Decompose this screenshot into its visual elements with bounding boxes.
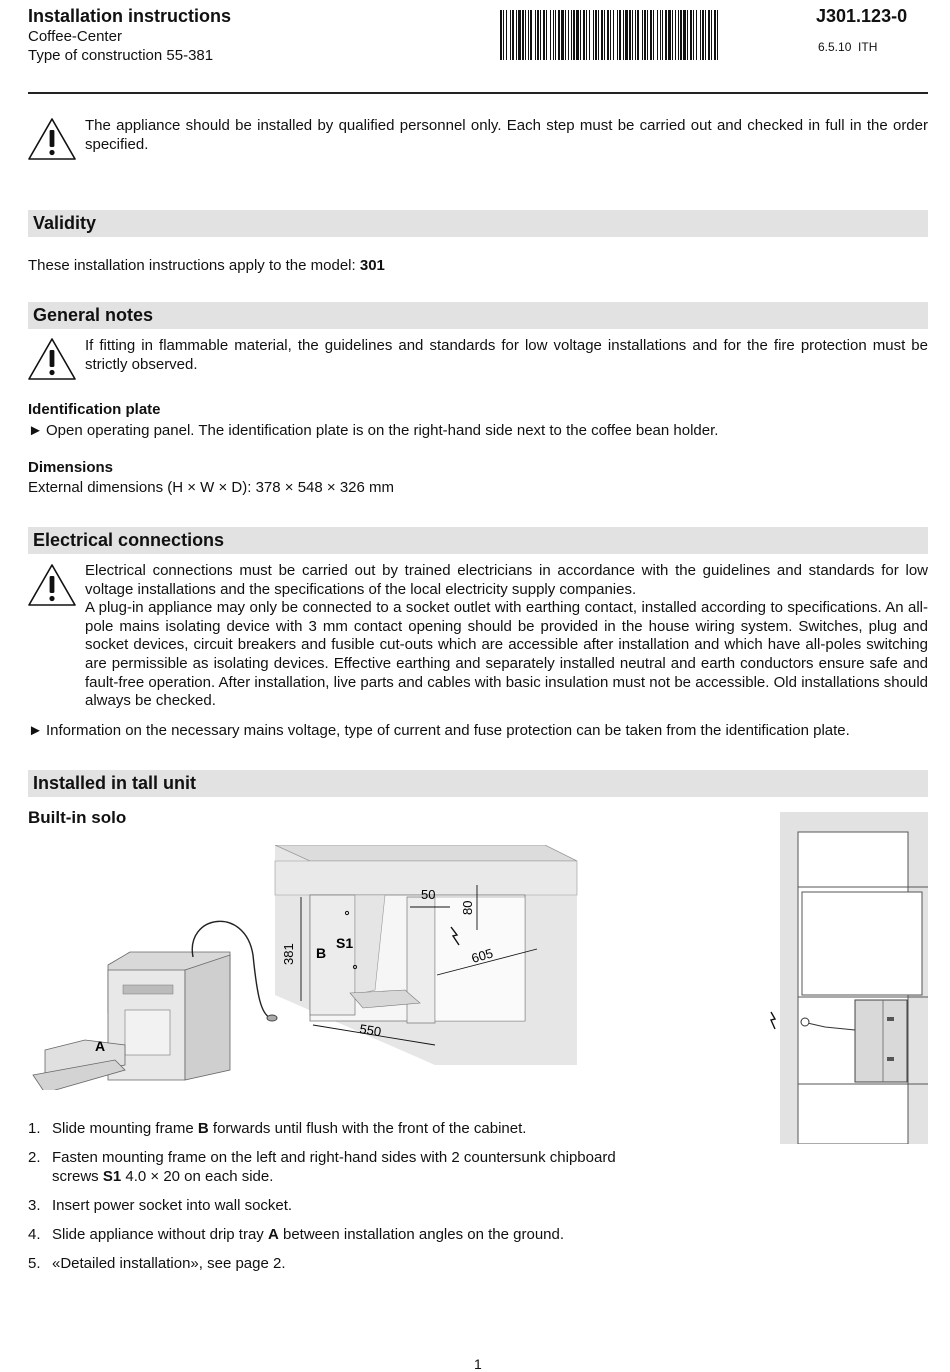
step-text-end: 4.0 × 20 on each side. <box>121 1168 274 1185</box>
barcode-bar <box>525 10 526 60</box>
barcode-bar <box>619 10 621 60</box>
barcode-bar <box>683 10 686 60</box>
tall-unit-compartment <box>802 892 922 995</box>
barcode-bar <box>623 10 624 60</box>
barcode-bar <box>714 10 716 60</box>
barcode-bar <box>617 10 618 60</box>
warning-triangle-icon <box>27 117 77 161</box>
document-number: J301.123-0 <box>816 6 908 26</box>
barcode-bar <box>561 10 564 60</box>
barcode-bar <box>571 10 572 60</box>
step-number: 5. <box>28 1255 41 1272</box>
barcode-bar <box>613 10 614 60</box>
barcode-bar <box>642 10 643 60</box>
validity-label: These installation instructions apply to the model: <box>28 257 360 274</box>
label-screw-s1: S1 <box>336 935 354 951</box>
barcode-bar <box>690 10 692 60</box>
barcode-bar <box>687 10 688 60</box>
list-item <box>28 1254 648 1273</box>
step-number: 4. <box>28 1226 41 1243</box>
electrical-warning <box>85 562 928 711</box>
flammable-warning-text: If fitting in flammable material, the guidelines and standards for low voltage installations and for the fire protection must be strictly observed. <box>85 337 928 373</box>
barcode-bar <box>653 10 654 60</box>
barcode-bar <box>598 10 599 60</box>
barcode-bar <box>573 10 575 60</box>
document-title: Installation instructions <box>28 6 232 26</box>
barcode-bar <box>595 10 597 60</box>
tall-unit-appliance-detail <box>887 1057 894 1061</box>
dim-80: 80 <box>460 900 475 915</box>
section-heading: Installed in tall unit <box>33 773 197 793</box>
barcode <box>500 10 720 60</box>
barcode-bar <box>589 10 590 60</box>
barcode-bar <box>650 10 652 60</box>
barcode-bar <box>657 10 658 60</box>
barcode-bar <box>506 10 507 60</box>
barcode-bar <box>510 10 511 60</box>
barcode-bar <box>632 10 633 60</box>
cabinet-top <box>275 845 577 861</box>
electrical-warning-p1: Electrical connections must be carried out by trained electricians in accordance with the guidelines and standards for low voltage installations and the specifications of the local electricity supply companies. <box>85 562 928 598</box>
wall-socket <box>801 1018 809 1026</box>
barcode-bar <box>543 10 545 60</box>
step-text-end: between installation angles on the ground. <box>278 1226 565 1243</box>
barcode-bar <box>593 10 594 60</box>
step-text-end: forwards until flush with the front of the cabinet. <box>208 1120 527 1137</box>
step-part-label: A <box>267 1226 279 1243</box>
barcode-bar <box>550 10 551 60</box>
barcode-bar <box>528 10 529 60</box>
tall-unit-figure <box>765 812 928 1144</box>
dimensions-text: External dimensions (H × W × D): 378 × 548 × 326 mm <box>28 479 394 496</box>
barcode-bar <box>553 10 554 60</box>
step-text <box>52 1254 648 1273</box>
construction-type: Type of construction 55-381 <box>28 47 214 64</box>
barcode-bar <box>512 10 514 60</box>
date-code: 6.5.10 <box>818 40 852 54</box>
barcode-bar <box>675 10 676 60</box>
step-text <box>52 1196 648 1215</box>
step-part-label: B <box>197 1120 209 1137</box>
barcode-bar <box>607 10 609 60</box>
step-number: 2. <box>28 1149 41 1166</box>
electrical-warning-p2: A plug-in appliance may only be connected to a socket outlet with earthing contact, installed according to specifications. An all-pole mains isolating device with 3 mm contact opening should be provided in the house wiring system. Switches, plug and socket devices, circuit breakers and fusible cut-outs which are accessible after installation and which have all-poles switching are permissible as isolating devices. Effective earthing and separately installed neutral and earth conductors ensure safe and fault-free operation. After installation, live parts and cables with basic insulation must not be accessible. Old installations should always be checked. <box>85 599 928 710</box>
machine-side <box>185 955 230 1080</box>
barcode-bar <box>522 10 524 60</box>
step-text-start: Insert power socket into wall socket. <box>52 1197 293 1214</box>
section-heading: Validity <box>33 213 97 233</box>
barcode-bar <box>500 10 502 60</box>
barcode-bar <box>637 10 639 60</box>
barcode-bar <box>678 10 679 60</box>
barcode-bar <box>672 10 673 60</box>
product-name: Coffee-Center <box>28 28 122 45</box>
barcode-bar <box>662 10 663 60</box>
barcode-bar <box>516 10 517 60</box>
section-electrical <box>28 527 928 554</box>
barcode-bar <box>555 10 556 60</box>
tall-unit-appliance-detail <box>887 1017 894 1021</box>
power-plug <box>267 1015 277 1021</box>
header-rule <box>28 92 928 94</box>
step-part-label: S1 <box>102 1168 122 1185</box>
barcode-bar <box>604 10 605 60</box>
barcode-bar <box>558 10 560 60</box>
section-heading: Electrical connections <box>33 530 225 550</box>
built-in-solo-heading: Built-in solo <box>28 808 127 827</box>
play-triangle-icon: ► <box>28 422 43 439</box>
dimensions-heading: Dimensions <box>28 459 114 476</box>
barcode-bar <box>702 10 704 60</box>
validity-text <box>28 257 385 276</box>
barcode-bar <box>644 10 646 60</box>
barcode-bar <box>546 10 547 60</box>
id-plate-text: Open operating panel. The identification plate is on the right-hand side next to the coffee bean holder. <box>46 422 719 439</box>
barcode-bar <box>540 10 541 60</box>
installation-figure <box>25 845 585 1090</box>
label-frame-b: B <box>316 945 327 961</box>
barcode-bar <box>565 10 566 60</box>
barcode-bar <box>629 10 631 60</box>
barcode-bar <box>610 10 611 60</box>
machine-control-panel <box>123 985 173 994</box>
barcode-bar <box>711 10 712 60</box>
dim-605: 605 <box>469 945 495 966</box>
barcode-bar <box>576 10 579 60</box>
intro-warning-text: The appliance should be installed by qualified personnel only. Each step must be carried out and checked in full in the order specified. <box>85 117 928 153</box>
barcode-bar <box>705 10 706 60</box>
barcode-bar <box>530 10 532 60</box>
id-plate-heading: Identification plate <box>28 401 161 418</box>
machine-dispenser <box>125 1010 170 1055</box>
barcode-bar <box>700 10 701 60</box>
warning-triangle-icon <box>27 337 77 381</box>
barcode-bar <box>708 10 710 60</box>
id-plate-bullet <box>28 422 718 441</box>
step-text <box>52 1148 648 1186</box>
barcode-bar <box>625 10 628 60</box>
barcode-bar <box>668 10 671 60</box>
tall-unit-appliance <box>855 1000 907 1082</box>
barcode-bar <box>693 10 694 60</box>
barcode-bar <box>660 10 661 60</box>
barcode-bar <box>580 10 581 60</box>
barcode-bar <box>583 10 585 60</box>
barcode-bar <box>696 10 697 60</box>
list-item <box>28 1196 648 1215</box>
dim-550: 550 <box>358 1021 383 1040</box>
barcode-bar <box>665 10 667 60</box>
step-text-start: «Detailed installation», see page 2. <box>52 1255 286 1272</box>
step-number: 3. <box>28 1197 41 1214</box>
step-text-start: Fasten mounting frame on the left and right-hand sides with 2 countersunk chipboard screws <box>52 1149 616 1185</box>
barcode-bar <box>586 10 587 60</box>
warning-triangle-icon <box>27 563 77 607</box>
barcode-bar <box>518 10 521 60</box>
barcode-bar <box>568 10 569 60</box>
barcode-bar <box>647 10 648 60</box>
section-tall-unit <box>28 770 928 797</box>
author-code: ITH <box>858 40 878 54</box>
section-general-notes <box>28 302 928 329</box>
step-text <box>52 1225 648 1244</box>
page-number: 1 <box>474 1356 482 1372</box>
barcode-bar <box>717 10 718 60</box>
step-number: 1. <box>28 1120 41 1137</box>
barcode-bar <box>635 10 636 60</box>
barcode-bar <box>680 10 682 60</box>
play-triangle-icon: ► <box>28 722 43 739</box>
list-item <box>28 1148 648 1186</box>
step-text-start: Slide mounting frame <box>52 1120 198 1137</box>
lightning-icon <box>771 1012 775 1029</box>
model-number: 301 <box>359 257 385 274</box>
barcode-bar <box>601 10 603 60</box>
list-item <box>28 1119 648 1138</box>
label-tray-a: A <box>95 1038 106 1054</box>
step-text <box>52 1119 648 1138</box>
list-item <box>28 1225 648 1244</box>
dim-50: 50 <box>421 887 436 902</box>
revision-info <box>818 40 877 54</box>
electrical-bullet <box>28 722 850 741</box>
section-validity <box>28 210 928 237</box>
barcode-bar <box>535 10 536 60</box>
barcode-bar <box>537 10 539 60</box>
electrical-bullet-text: Information on the necessary mains voltage, type of current and fuse protection can be taken from the identification plate. <box>46 722 850 739</box>
barcode-bar <box>503 10 504 60</box>
section-heading: General notes <box>33 305 154 325</box>
dim-381: 381 <box>281 943 296 965</box>
step-text-start: Slide appliance without drip tray <box>52 1226 268 1243</box>
mounting-frame-right <box>407 897 435 1023</box>
